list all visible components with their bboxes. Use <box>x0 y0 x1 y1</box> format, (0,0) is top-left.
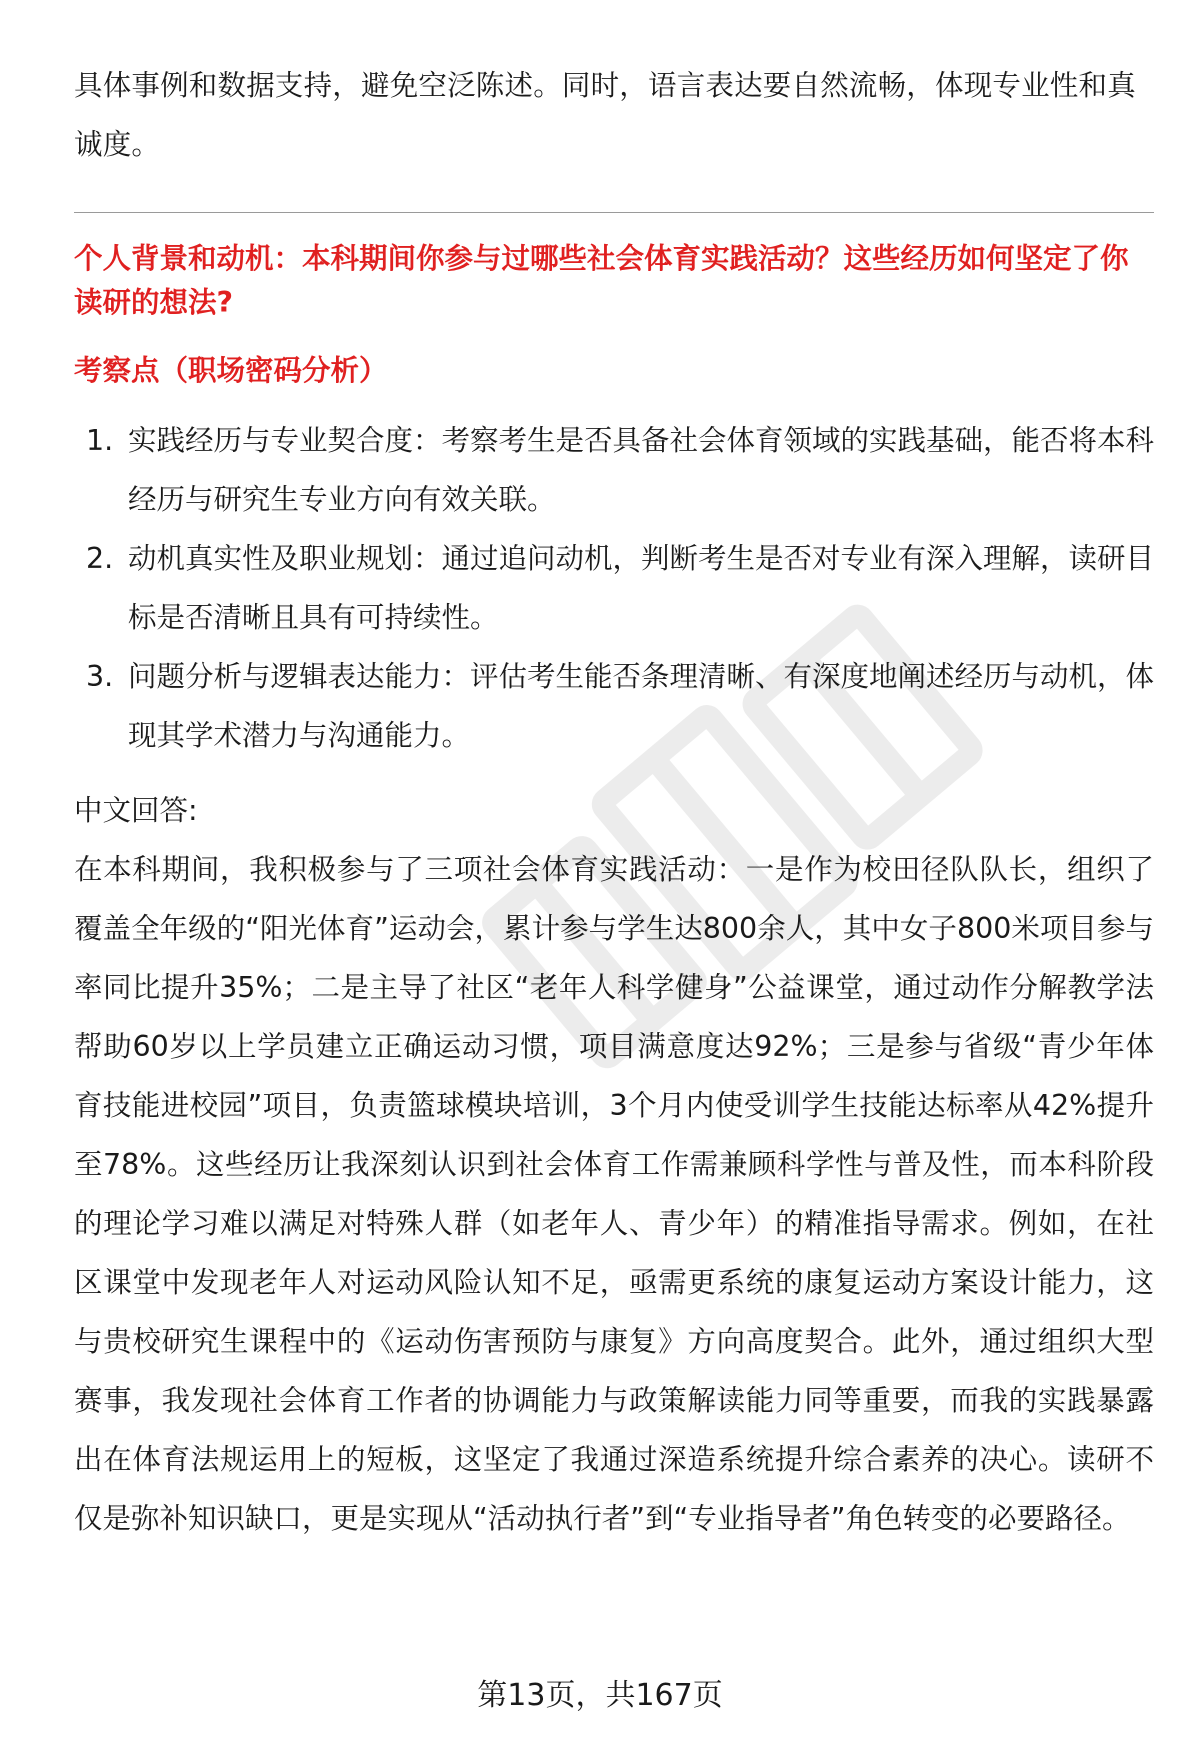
section-divider <box>74 212 1154 213</box>
answer-label: 中文回答: <box>74 794 198 827</box>
answer-body: 在本科期间，我积极参与了三项社会体育实践活动：一是作为校田径队队长，组织了覆盖全年级的“阳光体育”运动会，累计参与学生达800余人，其中女子800米项目参与率同比提升35%；二是主导了社区“老年人科学健身”公益课堂，通过动作分解教学法帮助60岁以上学员建立正确运动习惯，项目满意度达92%；三是参与省级“青少年体育技能进校园”项目，负责篮球模块培训，3个月内使受训学生技能达标率从42%提升至78%。这些经历让我深刻认识到社会体育工作需兼顾科学性与普及性，而本科阶段的理论学习难以满足对特殊人群（如老年人、青少年）的精准指导需求。例如，在社区课堂中发现老年人对运动风险认知不足，亟需更系统的康复运动方案设计能力，这与贵校研究生课程中的《运动伤害预防与康复》方向高度契合。此外，通过组织大型赛事，我发现社会体育工作者的协调能力与政策解读能力同等重要，而我的实践暴露出在体育法规运用上的短板，这坚定了我通过深造系统提升综合素养的决心。读研不仅是弥补知识缺口，更是实现从“活动执行者”到“专业指导者”角色转变的必要路径。 <box>74 853 1154 1535</box>
document-page <box>74 56 1154 1548</box>
exam-point-text: 动机真实性及职业规划：通过追问动机，判断考生是否对专业有深入理解，读研目标是否清晰且具有可持续性。 <box>128 542 1155 634</box>
page-footer: 第13页，共167页 <box>477 1678 723 1713</box>
exam-point-text: 问题分析与逻辑表达能力：评估考生能否条理清晰、有深度地阐述经历与动机，体现其学术潜力与沟通能力。 <box>128 660 1155 752</box>
exam-points-title: 考察点（职场密码分析） <box>74 354 388 387</box>
exam-point-number: 3. <box>86 660 114 693</box>
exam-point-item <box>74 529 1154 647</box>
top-paragraph: 具体事例和数据支持，避免空泛陈述。同时，语言表达要自然流畅，体现专业性和真诚度。 <box>74 69 1136 161</box>
exam-point-item <box>74 411 1154 529</box>
exam-point-item <box>74 647 1154 765</box>
exam-points-list <box>74 411 1154 765</box>
exam-point-number: 1. <box>86 424 114 457</box>
question-heading: 个人背景和动机：本科期间你参与过哪些社会体育实践活动？这些经历如何坚定了你读研的想法? <box>74 242 1129 319</box>
exam-point-text: 实践经历与专业契合度：考察考生是否具备社会体育领域的实践基础，能否将本科经历与研究生专业方向有效关联。 <box>128 424 1155 516</box>
exam-point-number: 2. <box>86 542 114 575</box>
